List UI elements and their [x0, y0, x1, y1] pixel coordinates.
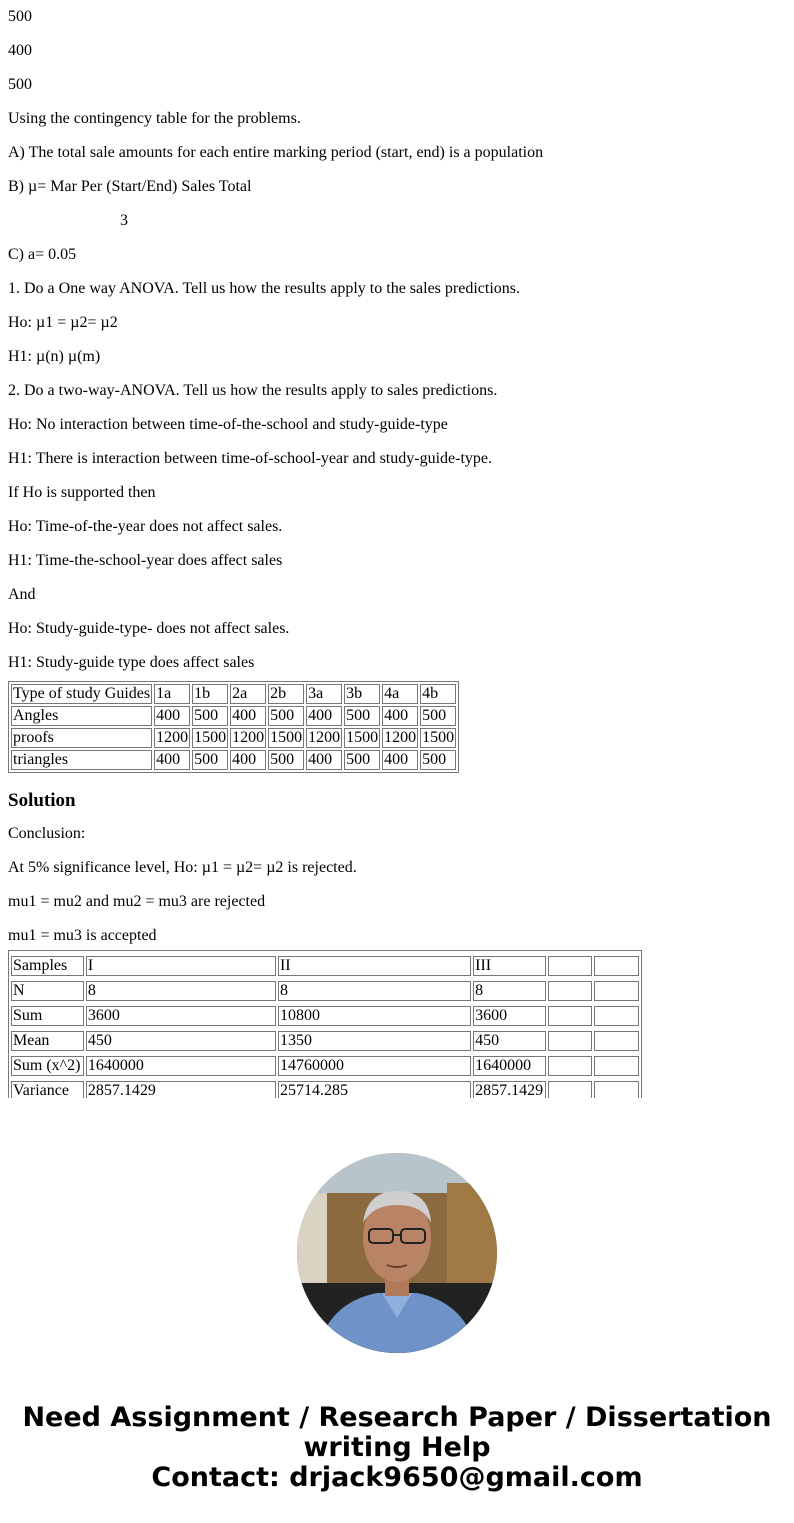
table-cell: 400 — [230, 706, 266, 726]
table-row — [11, 1056, 639, 1076]
table-cell: 2857.1429 — [86, 1081, 276, 1098]
table-cell: 1200 — [156, 729, 189, 746]
table-cell: 1640000 — [86, 1056, 276, 1076]
table-cell: 500 — [268, 706, 304, 726]
text-line: H1: Time-the-school-year does affect sales — [8, 552, 283, 569]
text-line: Using the contingency table for the problems. — [8, 110, 301, 127]
text-line: Ho: Time-of-the-year does not affect sales. — [8, 518, 283, 535]
table-cell: 3600 — [473, 1006, 546, 1026]
table-cell: 1500 — [346, 729, 379, 746]
table-cell: Sum (x^2) — [11, 1056, 84, 1076]
table-cell: 1a — [154, 684, 190, 704]
author-avatar — [297, 1153, 497, 1353]
table-row — [11, 1031, 639, 1051]
text-line: Ho: µ1 = µ2= µ2 — [8, 314, 118, 331]
table-row — [11, 750, 456, 770]
footer-line-1: Need Assignment / Research Paper / Dissertation — [22, 1402, 772, 1433]
table-row — [11, 728, 456, 748]
table-cell — [548, 1006, 593, 1026]
table-cell: Angles — [11, 706, 152, 726]
table-cell: 500 — [192, 706, 228, 726]
footer-line-2: writing Help — [303, 1432, 491, 1463]
table-cell — [594, 1056, 639, 1076]
text-line: H1: Study-guide type does affect sales — [8, 654, 255, 671]
table-cell: 400 — [230, 750, 266, 770]
text-line: H1: µ(n) µ(m) — [8, 348, 101, 365]
table-cell: 500 — [420, 706, 456, 726]
table-cell: Mean — [11, 1031, 84, 1051]
table-cell: 500 — [268, 750, 304, 770]
text-line: Ho: No interaction between time-of-the-school and study-guide-type — [8, 416, 448, 433]
table-cell: 3600 — [86, 1006, 276, 1026]
table-row — [11, 956, 639, 976]
text-line: mu1 = mu2 and mu2 = mu3 are rejected — [8, 893, 266, 910]
table-cell — [548, 1081, 593, 1098]
table-row — [11, 981, 639, 1001]
footer-contact: Contact: drjack9650@gmail.com — [151, 1462, 643, 1493]
text-line: At 5% significance level, Ho: µ1 = µ2= µ2 is rejected. — [8, 859, 357, 876]
table-cell: 1640000 — [473, 1056, 546, 1076]
table-row — [11, 1006, 639, 1026]
table-cell: 3b — [344, 684, 380, 704]
text-line: 500 — [8, 76, 32, 93]
table-cell — [594, 1006, 639, 1026]
table-row — [11, 684, 456, 704]
table-cell: 1200 — [308, 729, 341, 746]
table-row — [11, 1081, 639, 1098]
table-cell: triangles — [11, 750, 152, 770]
problem-text — [8, 0, 788, 680]
table-cell — [548, 981, 593, 1001]
table-cell: Type of study Guides — [13, 685, 151, 702]
table-cell: 1500 — [194, 729, 227, 746]
table-cell: Variance — [11, 1081, 84, 1098]
table-cell: 500 — [420, 750, 456, 770]
text-line: Ho: Study-guide-type- does not affect sales. — [8, 620, 290, 637]
text-line: 500 — [8, 8, 32, 25]
table-cell: 400 — [154, 706, 190, 726]
table-cell: 400 — [306, 706, 342, 726]
text-line: Conclusion: — [8, 825, 86, 842]
anova-table-container — [8, 950, 788, 1098]
text-line: 2. Do a two-way-ANOVA. Tell us how the results apply to sales predictions. — [8, 382, 498, 399]
table-cell: 10800 — [278, 1006, 471, 1026]
text-line: 1. Do a One way ANOVA. Tell us how the results apply to the sales predictions. — [8, 280, 520, 297]
table-cell: 14760000 — [278, 1056, 471, 1076]
text-line: H1: There is interaction between time-of-school-year and study-guide-type. — [8, 450, 492, 467]
table-cell: II — [278, 956, 471, 976]
solution-heading: Solution — [8, 790, 76, 811]
table-cell: 8 — [473, 981, 546, 1001]
footer-banner — [0, 1403, 794, 1493]
text-line: 400 — [8, 42, 32, 59]
table-cell: 4b — [420, 684, 456, 704]
table-cell: 450 — [86, 1031, 276, 1051]
table-cell: 25714.285 — [278, 1081, 471, 1098]
table-cell — [594, 1031, 639, 1051]
text-line: And — [8, 586, 36, 603]
table-cell: 400 — [306, 750, 342, 770]
table-cell: 1200 — [384, 729, 417, 746]
table-cell: 400 — [382, 750, 418, 770]
anova-summary-table — [8, 950, 642, 1098]
table-cell — [548, 956, 593, 976]
text-line: B) µ= Mar Per (Start/End) Sales Total — [8, 178, 252, 195]
table-cell — [594, 981, 639, 1001]
table-cell: 1350 — [278, 1031, 471, 1051]
table-cell: 2a — [230, 684, 266, 704]
table-cell — [594, 956, 639, 976]
text-line: If Ho is supported then — [8, 484, 156, 501]
text-line: mu1 = mu3 is accepted — [8, 927, 157, 944]
table-cell: 400 — [382, 706, 418, 726]
table-cell: 400 — [154, 750, 190, 770]
text-line: C) a= 0.05 — [8, 246, 77, 263]
table-row — [11, 706, 456, 726]
table-cell: 2b — [268, 684, 304, 704]
text-line: A) The total sale amounts for each entire marking period (start, end) is a population — [8, 144, 544, 161]
table-cell: Sum — [11, 1006, 84, 1026]
table-cell: 1500 — [270, 729, 303, 746]
table-cell: 1b — [192, 684, 228, 704]
solution-text — [8, 817, 788, 953]
table-cell: 500 — [344, 706, 380, 726]
table-cell: 2857.1429 — [473, 1081, 546, 1098]
table-cell: 4a — [382, 684, 418, 704]
table-cell: N — [11, 981, 84, 1001]
table-cell: 1200 — [232, 729, 265, 746]
text-line: 3 — [120, 212, 128, 229]
table-cell: I — [86, 956, 276, 976]
table-cell: proofs — [11, 728, 152, 748]
table-cell — [548, 1031, 593, 1051]
table-cell: 500 — [192, 750, 228, 770]
table-cell: III — [473, 956, 546, 976]
table-cell: 450 — [473, 1031, 546, 1051]
table-cell — [548, 1056, 593, 1076]
table-cell: 8 — [86, 981, 276, 1001]
table-cell: 8 — [278, 981, 471, 1001]
study-guide-table — [8, 681, 459, 773]
table-cell — [594, 1081, 639, 1098]
table-cell: 500 — [344, 750, 380, 770]
table-cell: 3a — [306, 684, 342, 704]
table-cell: Samples — [11, 956, 84, 976]
table-cell: 1500 — [422, 729, 455, 746]
document — [8, 0, 788, 1098]
